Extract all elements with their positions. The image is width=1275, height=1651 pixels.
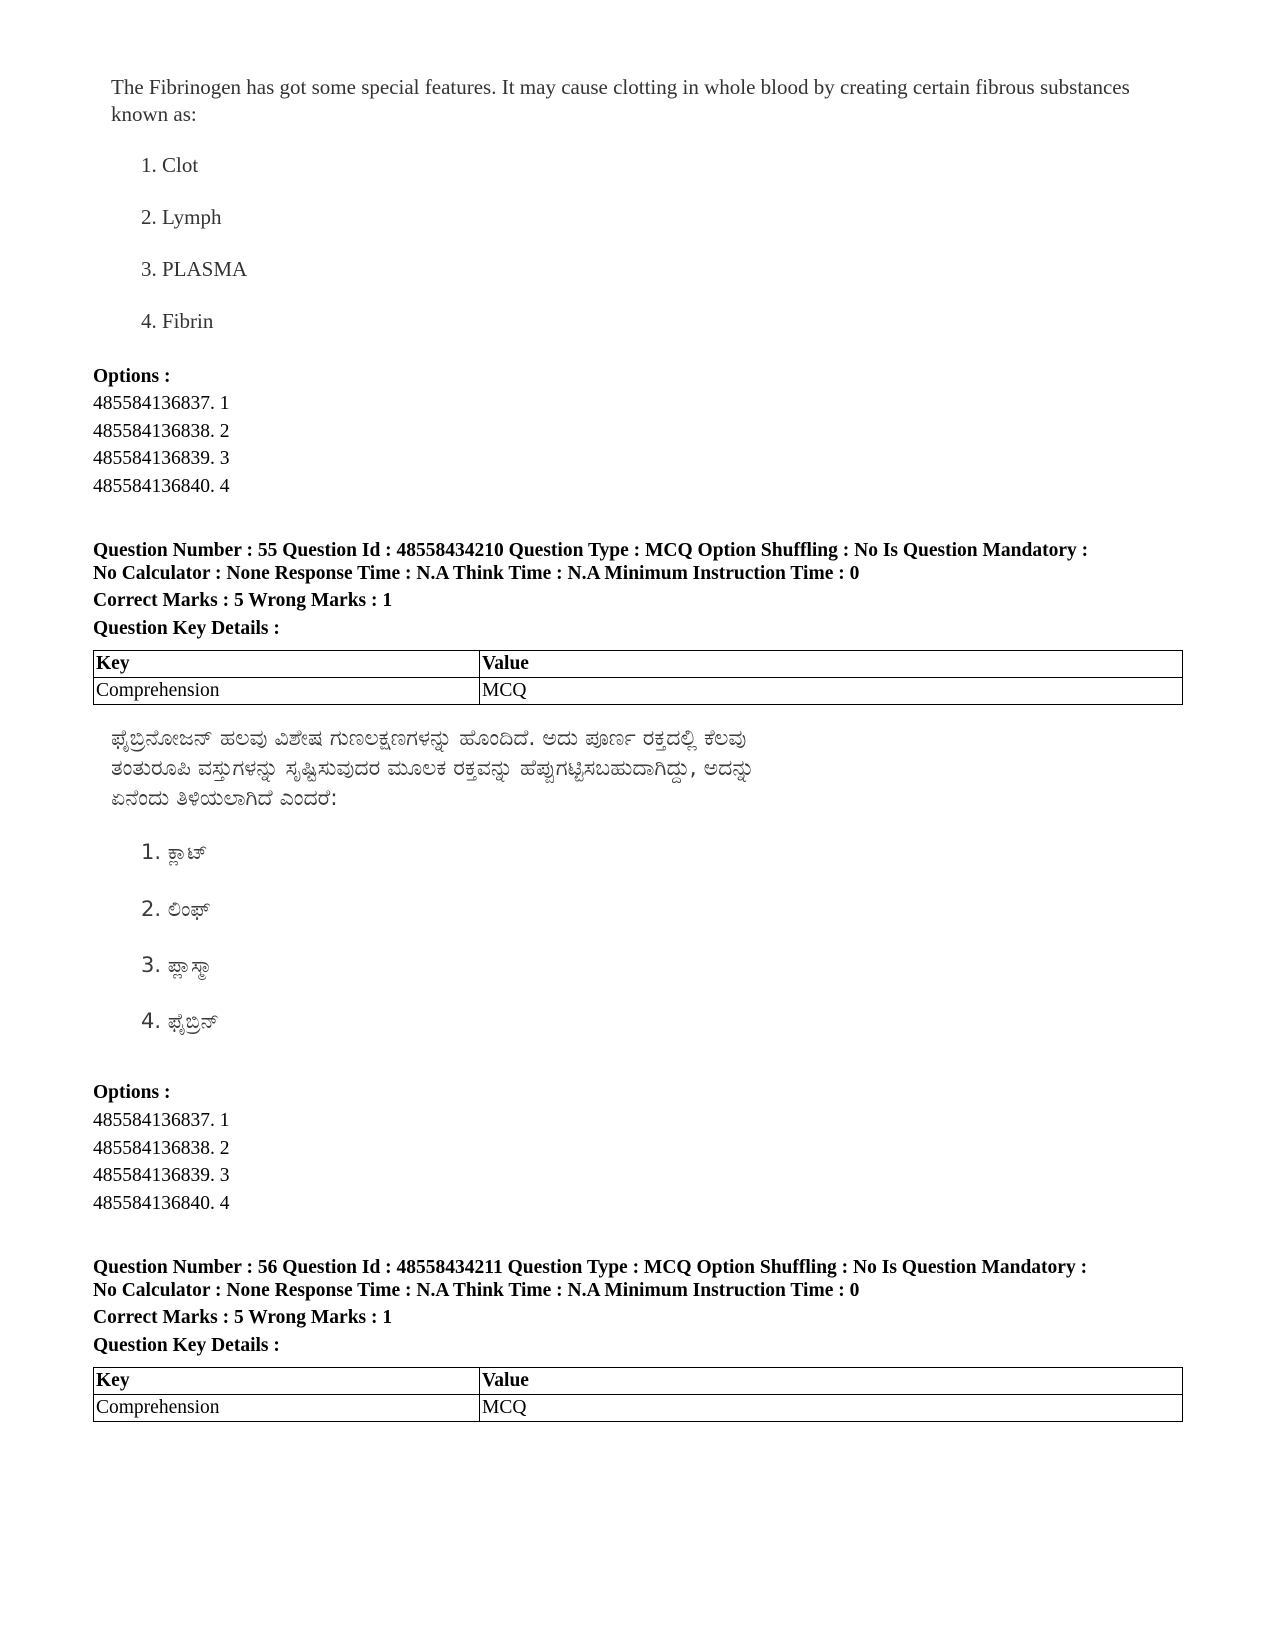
option-row: 485584136837. 1 bbox=[93, 393, 230, 414]
option-row: 485584136838. 2 bbox=[93, 421, 230, 442]
question-stem-line: ಫೈಬ್ರಿನೋಜನ್ ಹಲವು ವಿಶೇಷ ಗುಣಲಕ್ಷಣಗಳನ್ನು ಹೊಂದಿದೆ. ಅದು ಪೂರ್ಣ ರಕ್ತದಲ್ಲಿ ಕೆಲವು bbox=[111, 726, 747, 751]
table-row bbox=[94, 678, 1183, 705]
option-row: 485584136839. 3 bbox=[93, 448, 230, 469]
choice-item: 3. PLASMA bbox=[141, 257, 248, 281]
question-meta-line: Question Number : 56 Question Id : 48558434211 Question Type : MCQ Option Shuffling : No Is Question Mandatory : bbox=[93, 1257, 1088, 1278]
question-stem: The Fibrinogen has got some special features. It may cause clotting in whole blood by creating certain fibrous substances known as: bbox=[111, 75, 1130, 126]
choice-item: 3. ಪ್ಲಾಸ್ಮಾ bbox=[141, 953, 213, 977]
choice-item: 4. ಫೈಬ್ರಿನ್ bbox=[141, 1009, 220, 1033]
choice-item: 1. Clot bbox=[141, 153, 199, 177]
table-header-cell: Value bbox=[480, 651, 1183, 678]
key-details-table bbox=[93, 650, 1183, 705]
table-cell: Comprehension bbox=[94, 1395, 480, 1422]
question-image-kannada bbox=[93, 722, 1183, 1052]
choice-item: 2. Lymph bbox=[141, 205, 222, 229]
option-row: 485584136840. 4 bbox=[93, 1193, 230, 1214]
table-row bbox=[94, 1395, 1183, 1422]
question-stem-line: ತಂತುರೂಪಿ ವಸ್ತುಗಳನ್ನು ಸೃಷ್ಟಿಸುವುದರ ಮೂಲಕ ರಕ್ತವನ್ನು ಹೆಪ್ಪುಗಟ್ಟಿಸಬಹುದಾಗಿದ್ದು, ಅದನ್ನು bbox=[111, 756, 755, 781]
table-header-cell: Value bbox=[480, 1368, 1183, 1395]
option-row: 485584136837. 1 bbox=[93, 1110, 230, 1131]
table-cell: Comprehension bbox=[94, 678, 480, 705]
table-cell: MCQ bbox=[480, 678, 1183, 705]
question-stem-line: ಏನೆಂದು ತಿಳಿಯಲಾಗಿದೆ ಎಂದರೆ: bbox=[111, 786, 338, 811]
table-header-cell: Key bbox=[94, 651, 480, 678]
question-image-english bbox=[93, 72, 1183, 352]
table-header-row bbox=[94, 1368, 1183, 1395]
table-header-cell: Key bbox=[94, 1368, 480, 1395]
table-cell: MCQ bbox=[480, 1395, 1183, 1422]
options-label: Options : bbox=[93, 366, 171, 387]
option-row: 485584136838. 2 bbox=[93, 1138, 230, 1159]
choice-item: 1. ಕ್ಲಾಟ್ bbox=[141, 840, 208, 864]
marks-line: Correct Marks : 5 Wrong Marks : 1 bbox=[93, 1307, 393, 1328]
choice-item: 4. Fibrin bbox=[141, 309, 214, 333]
option-row: 485584136839. 3 bbox=[93, 1165, 230, 1186]
question-meta-line: Question Number : 55 Question Id : 48558434210 Question Type : MCQ Option Shuffling : No Is Question Mandatory : bbox=[93, 540, 1089, 561]
marks-line: Correct Marks : 5 Wrong Marks : 1 bbox=[93, 590, 393, 611]
key-details-table bbox=[93, 1367, 1183, 1422]
option-row: 485584136840. 4 bbox=[93, 476, 230, 497]
table-header-row bbox=[94, 651, 1183, 678]
choice-item: 2. ಲಿಂಫ್ bbox=[141, 897, 211, 921]
question-meta-line: No Calculator : None Response Time : N.A Think Time : N.A Minimum Instruction Time : 0 bbox=[93, 563, 860, 584]
options-label: Options : bbox=[93, 1082, 171, 1103]
key-details-label: Question Key Details : bbox=[93, 1335, 280, 1356]
question-meta-line: No Calculator : None Response Time : N.A Think Time : N.A Minimum Instruction Time : 0 bbox=[93, 1280, 860, 1301]
key-details-label: Question Key Details : bbox=[93, 618, 280, 639]
